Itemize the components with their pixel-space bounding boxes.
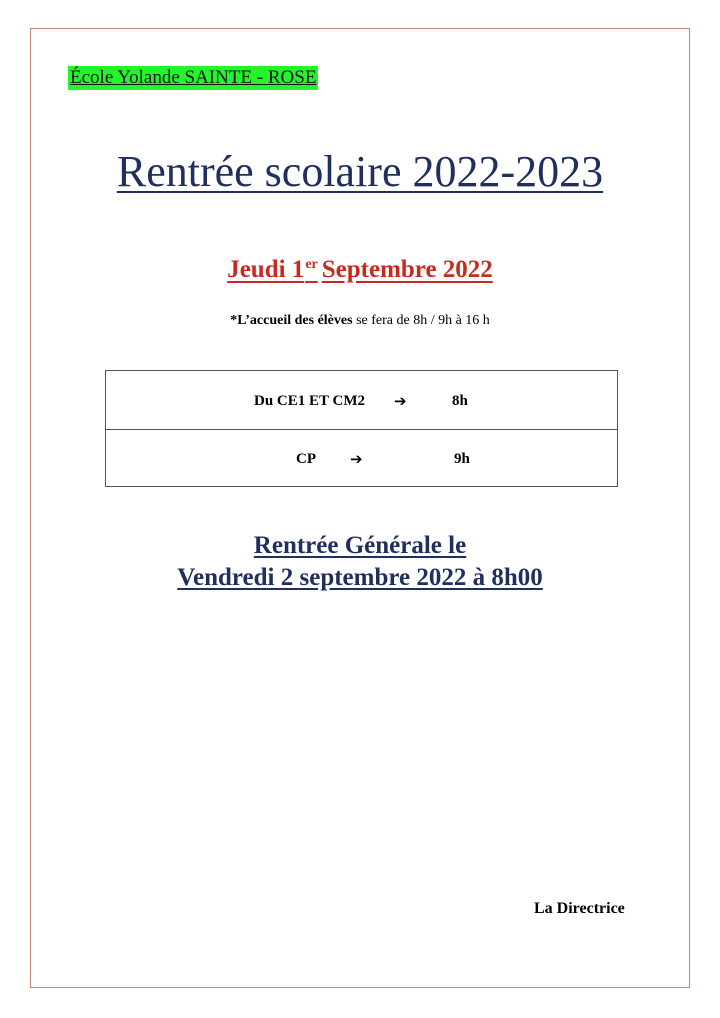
schedule-class-label: CP (296, 451, 316, 467)
general-return-line2: Vendredi 2 septembre 2022 à 8h00 (177, 564, 543, 591)
schedule-time: 8h (452, 393, 468, 409)
general-return (0, 530, 720, 594)
table-row (106, 371, 617, 430)
first-day-date (0, 248, 720, 287)
general-return-line1: Rentrée Générale le (253, 532, 467, 559)
table-row (106, 429, 617, 487)
schedule-table (105, 370, 618, 487)
arrow-right-icon: ➔ (394, 392, 407, 410)
schedule-time: 9h (454, 451, 470, 467)
arrow-right-icon: ➔ (350, 450, 363, 468)
school-name: École Yolande SAINTE - ROSE (70, 67, 317, 88)
page-title: Rentrée scolaire 2022-2023 (116, 147, 604, 196)
signature: La Directrice (534, 900, 625, 917)
welcome-note-rest: se fera de 8h / 9h à 16 h (352, 313, 490, 328)
schedule-class-label: Du CE1 ET CM2 (254, 393, 365, 409)
first-day-day: Jeudi 1 (227, 256, 305, 283)
welcome-note-bold: *L’accueil des élèves (230, 313, 353, 328)
first-day-ordinal: er (305, 257, 318, 272)
welcome-note (0, 311, 720, 331)
first-day-month-year: Septembre 2022 (321, 256, 493, 283)
